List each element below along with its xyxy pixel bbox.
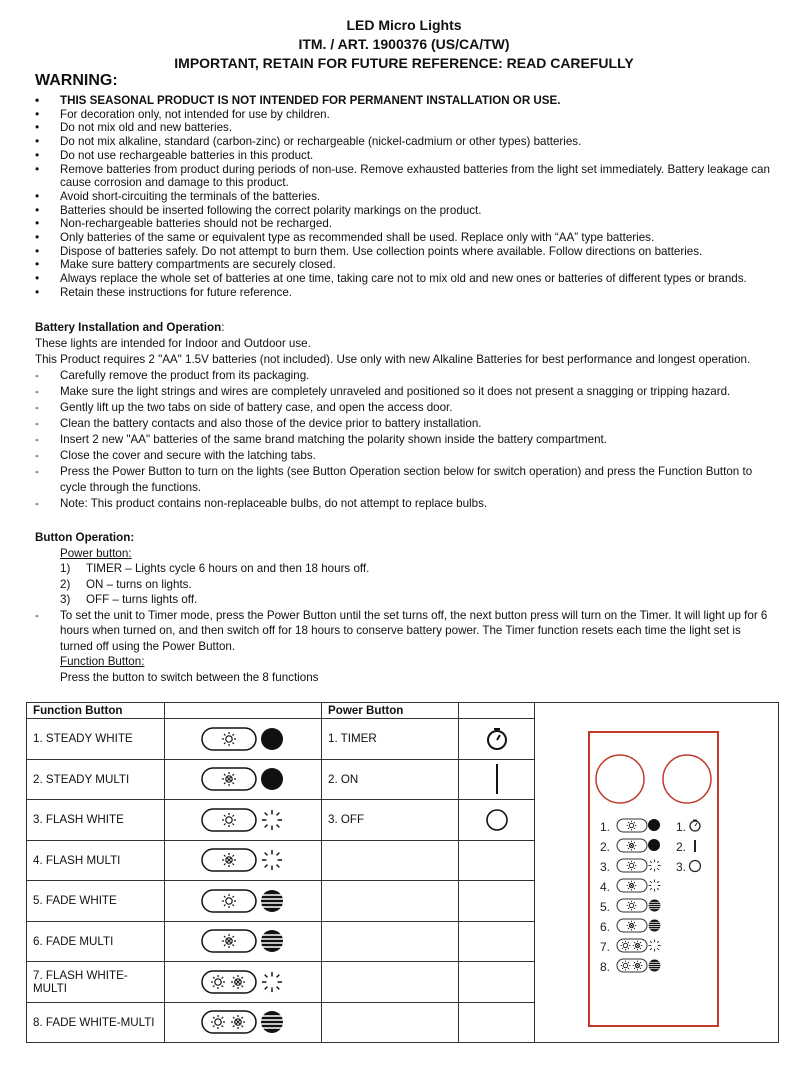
function-label: 2. STEADY MULTI <box>27 759 165 800</box>
off-icon <box>459 800 535 841</box>
function-label: 1. STEADY WHITE <box>27 719 165 760</box>
item-number: 2) <box>60 577 71 591</box>
list-item: • Do not mix alkaline, standard (carbon-zinc) or rechargeable (nickel-cadmium or other types) batteries. <box>35 135 775 149</box>
list-item: • Avoid short-circuiting the terminals of the batteries. <box>35 190 775 204</box>
remote-label: 8. <box>600 960 611 974</box>
power-label: 3. OFF <box>322 800 459 841</box>
function-label: 8. FADE WHITE-MULTI <box>27 1002 165 1043</box>
battery-intro-2: This Product requires 2 "AA" 1.5V batteries (not included). Use only with new Alkaline Batteries for best performance and longest operation. <box>35 353 751 366</box>
function-label: 5. FADE WHITE <box>27 881 165 922</box>
list-item: • Do not use rechargeable batteries in this product. <box>35 149 775 163</box>
button-operation <box>35 530 775 685</box>
table-row <box>27 703 779 719</box>
list-item: • For decoration only, not intended for use by children. <box>35 108 775 122</box>
power-button-label: Power button: <box>60 546 132 560</box>
list-item: - Gently lift up the two tabs on side of battery case, and open the access door. <box>35 400 775 416</box>
flash-white-multi-icon <box>165 962 322 1003</box>
remote-label: 3. <box>600 860 611 874</box>
remote-label: 1. <box>600 820 611 834</box>
function-label: 4. FLASH MULTI <box>27 840 165 881</box>
remote-drawing <box>590 733 717 1025</box>
list-item: - Insert 2 new "AA" batteries of the same brand matching the polarity shown inside the battery compartment. <box>35 432 775 448</box>
list-item <box>35 577 775 593</box>
table-header-power: Power Button <box>322 703 459 719</box>
battery-heading-text: Battery Installation and Operation <box>35 321 222 334</box>
power-label: 2. ON <box>322 759 459 800</box>
battery-heading <box>35 320 224 336</box>
remote-label: 5. <box>600 900 611 914</box>
remote-diagram <box>588 731 719 1027</box>
document-title: LED Micro Lights <box>346 17 462 33</box>
on-icon <box>459 759 535 800</box>
button-op-heading: Button Operation: <box>35 531 135 544</box>
flash-multi-icon <box>165 840 322 881</box>
remote-label: 4. <box>600 880 611 894</box>
remote-label: 3. <box>676 860 687 874</box>
list-item: - Press the Power Button to turn on the lights (see Button Operation section below for switch operation) and press the Function Button to cycle through the functions. <box>35 464 775 496</box>
list-item: • Make sure battery compartments are securely closed. <box>35 258 775 272</box>
item-text: OFF – turns lights off. <box>86 593 198 606</box>
list-item: - Carefully remove the product from its packaging. <box>35 368 775 384</box>
list-item: • Always replace the whole set of batteries at one time, taking care not to mix old and new ones or batteries of different types or brands. <box>35 272 775 286</box>
fade-multi-icon <box>165 921 322 962</box>
timer-icon <box>459 719 535 760</box>
list-item: • Non-rechargeable batteries should not be recharged. <box>35 217 775 231</box>
function-label: 6. FADE MULTI <box>27 921 165 962</box>
flash-white-icon <box>165 800 322 841</box>
remote-label: 2. <box>600 840 611 854</box>
function-button-circle <box>596 755 644 803</box>
steady-white-icon <box>165 719 322 760</box>
list-item: • Batteries should be inserted following the correct polarity markings on the product. <box>35 204 775 218</box>
battery-heading-colon: : <box>221 321 225 334</box>
item-text: ON – turns on lights. <box>86 577 192 591</box>
remote-label: 1. <box>676 820 687 834</box>
item-number: 3) <box>60 593 71 606</box>
list-item: • Remove batteries from product during periods of non-use. Remove exhausted batteries from the light set immediately. Battery leakage can cause corrosion and damage to this product. <box>35 163 775 190</box>
function-button-label: Function Button: <box>60 655 145 668</box>
list-item: • THIS SEASONAL PRODUCT IS NOT INTENDED FOR PERMANENT INSTALLATION OR USE. <box>35 94 775 108</box>
list-item: • Dispose of batteries safely. Do not attempt to burn them. Use collection points where available. Follow directions on batteries. <box>35 245 775 259</box>
warning-list <box>35 94 775 300</box>
item-number: ITM. / ART. 1900376 (US/CA/TW) <box>298 36 510 52</box>
battery-intro-1: These lights are intended for Indoor and Outdoor use. <box>35 337 311 350</box>
item-number: 1) <box>60 562 71 575</box>
warning-heading: WARNING: <box>35 72 118 89</box>
power-button-circle <box>663 755 711 803</box>
table-header-function: Function Button <box>27 703 165 719</box>
battery-steps <box>35 368 775 512</box>
timer-note: - To set the unit to Timer mode, press the Power Button until the set turns off, the next button press will turn on the Timer. It will light up for 6 hours when turned on, and then switch off for 18 hours to conserve battery power. The Timer function resets each time the light set is turned off using the Power Button. <box>35 608 775 655</box>
function-note: Press the button to switch between the 8 functions <box>60 670 319 684</box>
list-item <box>35 561 775 577</box>
list-item: • Retain these instructions for future reference. <box>35 286 775 300</box>
remote-mode-icons <box>617 819 701 972</box>
list-item: - Close the cover and secure with the latching tabs. <box>35 448 775 464</box>
steady-multi-icon <box>165 759 322 800</box>
function-label: 7. FLASH WHITE-MULTI <box>27 962 165 1003</box>
power-label: 1. TIMER <box>322 719 459 760</box>
item-text: TIMER – Lights cycle 6 hours on and then 18 hours off. <box>86 562 370 575</box>
function-label: 3. FLASH WHITE <box>27 800 165 841</box>
list-item: - Make sure the light strings and wires are completely unraveled and positioned so it does not present a snagging or tripping hazard. <box>35 384 775 400</box>
fade-white-multi-icon <box>165 1002 322 1043</box>
remote-label: 7. <box>600 940 611 954</box>
important-note: IMPORTANT, RETAIN FOR FUTURE REFERENCE: READ CAREFULLY <box>174 55 634 71</box>
list-item: - Clean the battery contacts and also those of the device prior to battery installation. <box>35 416 775 432</box>
list-item: • Only batteries of the same or equivalent type as recommended shall be used. Replace only with “AA” type batteries. <box>35 231 775 245</box>
list-item <box>35 592 775 608</box>
fade-white-icon <box>165 881 322 922</box>
list-item: • Do not mix old and new batteries. <box>35 121 775 135</box>
remote-label: 2. <box>676 840 687 854</box>
remote-label: 6. <box>600 920 611 934</box>
list-item: - Note: This product contains non-replaceable bulbs, do not attempt to replace bulbs. <box>35 496 775 512</box>
